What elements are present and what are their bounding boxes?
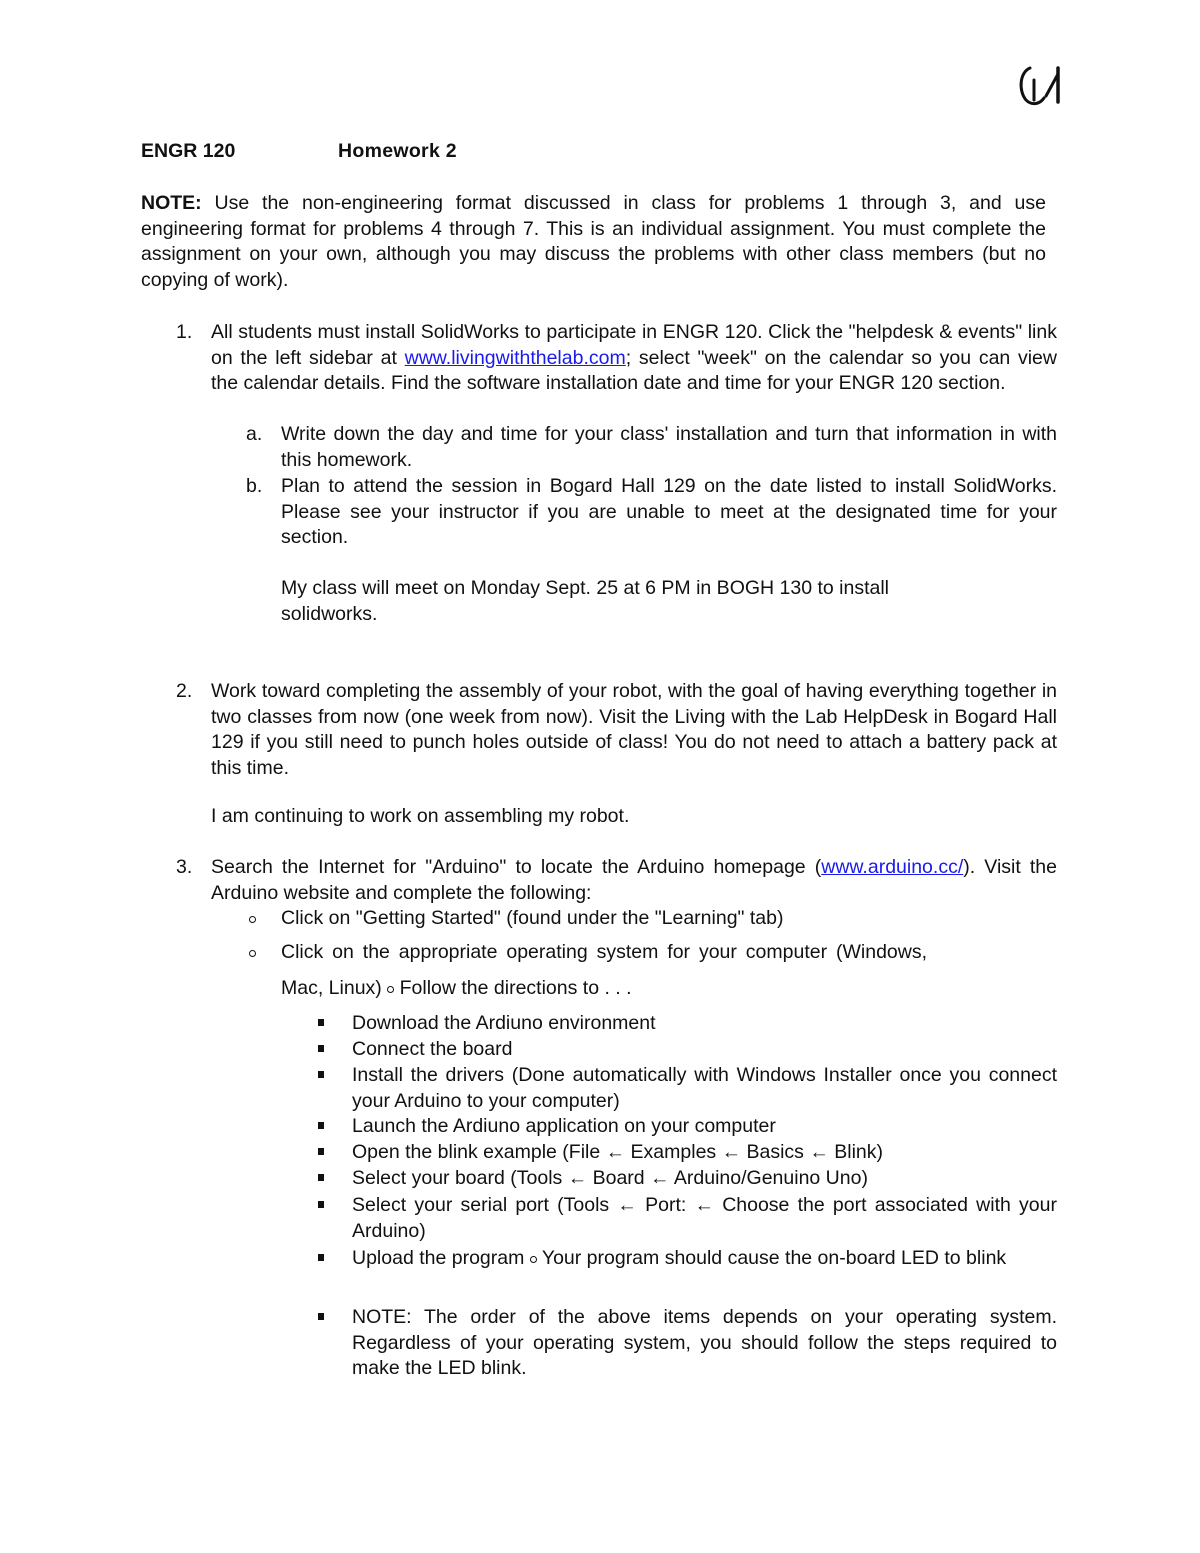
problem-3-text-b: ). Visit the Arduino website and complete the following: <box>211 856 1058 904</box>
course-code: ENGR 120 <box>141 140 236 162</box>
note-paragraph <box>141 191 1046 293</box>
problem-3-number: 3. <box>176 856 193 878</box>
square-bullet-icon <box>318 1201 324 1208</box>
square-bullet-icon <box>318 1045 324 1052</box>
bullet-open-blink: Open the blink example (File ← Examples ← Basics ← Blink) <box>352 1141 884 1163</box>
circle-bullet-icon <box>530 1256 537 1263</box>
bullet-select-port: Select your serial port (Tools ← Port: ← Choose the port associated with your Arduino) <box>352 1194 1057 1242</box>
step-getting-started: Click on "Getting Started" (found under the "Learning" tab) <box>281 907 784 929</box>
problem-2-text: Work toward completing the assembly of your robot, with the goal of having everything together in two classes from now (one week from now). Visit the Living with the Lab HelpDesk in Bogard Hall 129 if you still need to punch holes outside of class! You do not need to attach a battery pack at this time. <box>211 680 1057 779</box>
problem-1b-letter: b. <box>246 475 263 497</box>
square-bullet-icon <box>318 1071 324 1078</box>
bullet-select-board: Select your board (Tools ← Board ← Arduino/Genuino Uno) <box>352 1167 868 1189</box>
square-bullet-icon <box>318 1254 324 1261</box>
problem-1b-text: Plan to attend the session in Bogard Hall 129 on the date listed to install SolidWorks. Please see your instructor if you are unable to meet at the designated time for your section. <box>281 475 1057 548</box>
square-bullet-icon <box>318 1148 324 1155</box>
problem-3-text <box>211 855 1057 906</box>
square-bullet-icon <box>318 1174 324 1181</box>
bullet-launch-app: Launch the Ardiuno application on your computer <box>352 1115 776 1137</box>
step-choose-os-line2 <box>281 976 632 1002</box>
problem-3-text-a: Search the Internet for "Arduino" to locate the Arduino homepage ( <box>211 856 822 878</box>
square-bullet-icon <box>318 1313 324 1320</box>
bullet-download: Download the Ardiuno environment <box>352 1012 656 1034</box>
problem-2-number: 2. <box>176 680 193 702</box>
problem-1a-letter: a. <box>246 423 263 445</box>
square-bullet-icon <box>318 1122 324 1129</box>
handwritten-mark-icon <box>1016 60 1064 108</box>
bullet-install-drivers: Install the drivers (Done automatically with Windows Installer once you connect your Arduino to your computer) <box>352 1064 1057 1112</box>
problem-1-text <box>211 320 1057 397</box>
livingwiththelab-link[interactable]: www.livingwiththelab.com <box>404 346 626 369</box>
bullet-note-order: NOTE: The order of the above items depends on your operating system. Regardless of your operating system, you should follow the steps required to make the LED blink. <box>352 1306 1057 1379</box>
square-bullet-icon <box>318 1019 324 1026</box>
step-os-list: Mac, Linux) <box>281 977 388 999</box>
problem-2-answer: I am continuing to work on assembling my robot. <box>211 805 630 827</box>
note-label: NOTE: <box>141 192 202 214</box>
problem-1-answer: My class will meet on Monday Sept. 25 at 6 PM in BOGH 130 to install solidworks. <box>281 577 890 625</box>
step-follow-directions: Follow the directions to . . . <box>394 977 632 999</box>
circle-bullet-icon <box>249 916 256 923</box>
problem-1-text-a: All students must install SolidWorks to participate in ENGR 120. Click the "helpdesk & events" link on the left sidebar at <box>211 321 1057 369</box>
arduino-link[interactable]: www.arduino.cc/ <box>821 856 964 878</box>
assignment-title: Homework 2 <box>338 140 457 162</box>
problem-1-text-b: ; select "week" on the calendar so you can view the calendar details. Find the software installation date and time for your ENGR 120 section. <box>211 346 1057 394</box>
note-text: Use the non-engineering format discussed in class for problems 1 through 3, and use engineering format for problems 4 through 7. This is an individual assignment. You must complete the assignment on your own, although you may discuss the problems with other class members (but no copying of work). <box>141 192 1046 291</box>
problem-1a-text: Write down the day and time for your class' installation and turn that information in with this homework. <box>281 423 1057 471</box>
problem-1-number: 1. <box>176 321 193 343</box>
bullet-upload-text-a: Upload the program <box>352 1247 530 1269</box>
bullet-upload <box>352 1246 1057 1272</box>
circle-bullet-icon <box>249 950 256 957</box>
bullet-upload-text-b: Your program should cause the on-board LED to blink <box>536 1247 1007 1269</box>
step-choose-os-line1: Click on the appropriate operating system for your computer (Windows, <box>281 941 928 963</box>
bullet-connect-board: Connect the board <box>352 1038 513 1060</box>
